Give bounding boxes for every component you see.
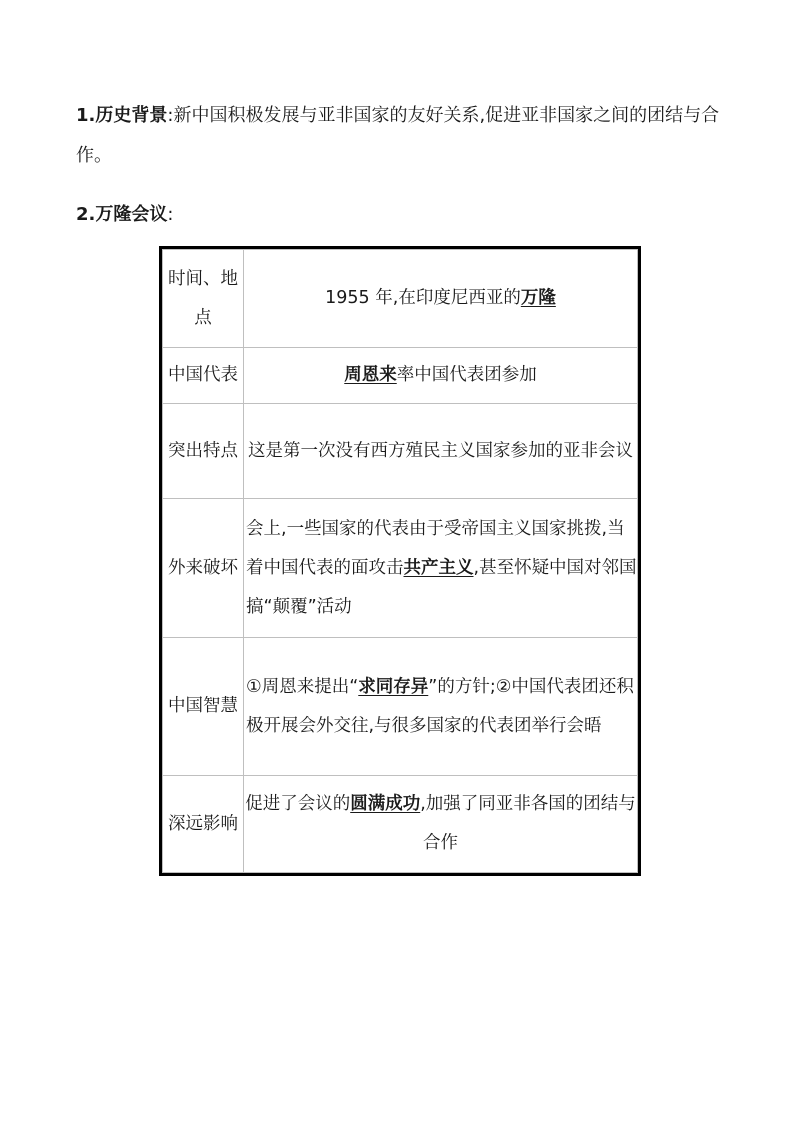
colon: : xyxy=(167,204,174,225)
row-label: 中国代表 xyxy=(163,348,244,404)
table-row xyxy=(163,404,638,499)
row-label: 外来破坏 xyxy=(163,499,244,638)
table-row xyxy=(163,638,638,776)
row-content: 会上,一些国家的代表由于受帝国主义国家挑拨,当着中国代表的面攻击共产主义,甚至怀疑中国对邻国搞“颠覆”活动 xyxy=(244,499,638,638)
table-row xyxy=(163,348,638,404)
key-term: 圆满成功 xyxy=(350,794,421,814)
section-title: 2.万隆会议 xyxy=(76,204,168,225)
table-row xyxy=(163,776,638,873)
key-term: 求同存异 xyxy=(358,676,429,697)
key-term: 万隆 xyxy=(520,288,556,308)
row-label: 中国智慧 xyxy=(163,638,244,776)
bandung-table xyxy=(159,246,641,876)
row-content: 周恩来率中国代表团参加 xyxy=(244,348,638,404)
row-label: 突出特点 xyxy=(163,404,244,499)
row-content: 1955 年,在印度尼西亚的万隆 xyxy=(244,250,638,348)
section-text: 新中国积极发展与亚非国家的友好关系,促进亚非国家之间的团结与合作。 xyxy=(76,105,720,166)
row-content: 这是第一次没有西方殖民主义国家参加的亚非会议 xyxy=(244,404,638,499)
row-label: 深远影响 xyxy=(163,776,244,873)
key-term: 共产主义 xyxy=(403,557,474,578)
section-title: 1.历史背景 xyxy=(76,105,168,126)
section-bandung-conference xyxy=(76,195,736,235)
row-content: 促进了会议的圆满成功,加强了同亚非各国的团结与合作 xyxy=(244,776,638,873)
table-row xyxy=(163,250,638,348)
section-historical-background xyxy=(76,96,736,176)
row-content: ①周恩来提出“求同存异”的方针;②中国代表团还积极开展会外交往,与很多国家的代表团举行会晤 xyxy=(244,638,638,776)
table-row xyxy=(163,499,638,638)
key-term: 周恩来 xyxy=(344,365,397,385)
colon: : xyxy=(167,105,174,126)
row-label: 时间、地点 xyxy=(163,250,244,348)
